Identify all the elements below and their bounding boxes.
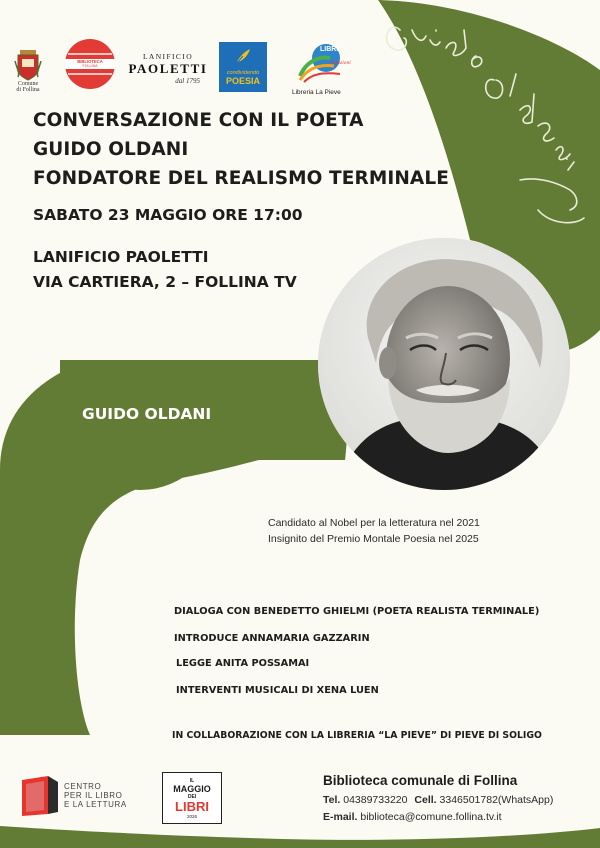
comune-label-1: Comune — [17, 81, 39, 87]
comune-logo — [10, 38, 46, 102]
venue-line-1: LANIFICIO PAOLETTI — [33, 248, 209, 266]
tel-label: Tel. — [323, 794, 341, 806]
centro-line-2: PER IL LIBRO — [64, 791, 123, 800]
lanificio-since: dal 1795 — [175, 76, 200, 85]
cell-value: 3346501782(WhatsApp) — [439, 794, 554, 806]
centro-book-icon — [18, 774, 62, 818]
condividendo-poesia-logo — [219, 42, 267, 92]
date-line: SABATO 23 MAGGIO ORE 17:00 — [33, 206, 303, 224]
comune-label-2: di Follina — [16, 87, 40, 93]
maggio-line-1: IL — [189, 777, 195, 784]
program-line-1: DIALOGA CON BENEDETTO GHIELMI (POETA REALISTA TERMINALE) — [174, 606, 540, 617]
email-value[interactable]: biblioteca@comune.follina.tv.it — [360, 811, 502, 823]
quill-icon — [233, 47, 253, 67]
maggio-dei-libri-logo — [162, 772, 222, 824]
tel-value: 04389733220 — [343, 794, 408, 806]
portrait-photo — [318, 238, 570, 490]
maggio-line-3: DEI — [187, 793, 197, 800]
lanificio-logo — [128, 44, 208, 92]
collaboration-line: IN COLLABORAZIONE CON LA LIBRERIA “LA PIEVE” DI PIEVE DI SOLIGO — [172, 730, 542, 741]
program-line-4: INTERVENTI MUSICALI DI XENA LUEN — [176, 685, 379, 696]
maggio-line-4: LIBRI — [175, 798, 209, 814]
coat-of-arms-icon — [14, 47, 42, 81]
biblioteca-label-2: FOLLINA — [82, 64, 98, 69]
libreria-caption: Libreria La Pieve — [292, 89, 341, 96]
portrait-figure — [318, 238, 570, 490]
credential-line-2: Insignito del Premio Montale Poesia nel 2025 — [268, 533, 479, 545]
cell-label: Cell. — [414, 794, 437, 806]
program-line-3: LEGGE ANITA POSSAMAI — [176, 658, 310, 669]
cream-cutout-bottom — [87, 460, 600, 738]
name-label: GUIDO OLDANI — [82, 405, 212, 423]
maggio-line-5: 2026 — [186, 813, 197, 819]
lanificio-name: PAOLETTI — [128, 60, 208, 76]
biblioteca-label-1: BIBLIOTECA — [77, 58, 103, 64]
contact-email-row — [323, 811, 502, 823]
centro-libro-logo — [18, 774, 148, 820]
contact-phone-row — [323, 794, 553, 806]
poesia-top: condividendo — [226, 70, 260, 76]
title-line-3: FONDATORE DEL REALISMO TERMINALE — [33, 168, 449, 189]
contact-org: Biblioteca comunale di Follina — [323, 773, 518, 788]
libreria-la-pieve-logo — [290, 42, 358, 100]
lanificio-top: LANIFICIO — [142, 51, 194, 61]
centro-line-3: E LA LETTURA — [64, 800, 127, 809]
credential-line-1: Candidato al Nobel per la letteratura nel 2021 — [268, 517, 480, 529]
signature-handwriting — [370, 0, 600, 260]
title-line-2: GUIDO OLDANI — [33, 139, 189, 160]
libreria-brand: LIBRI — [320, 46, 339, 53]
email-label: E-mail. — [323, 811, 358, 823]
title-line-1: CONVERSAZIONE CON IL POETA — [33, 110, 364, 131]
venue-line-2: VIA CARTIERA, 2 – FOLLINA TV — [33, 273, 297, 291]
poesia-name: POESIA — [225, 76, 260, 86]
centro-line-1: CENTRO — [64, 782, 102, 791]
libreria-sub: Emozioni — [330, 60, 351, 66]
biblioteca-logo — [62, 38, 120, 90]
program-line-2: INTRODUCE ANNAMARIA GAZZARIN — [174, 633, 370, 644]
maggio-line-2: MAGGIO — [173, 783, 211, 794]
